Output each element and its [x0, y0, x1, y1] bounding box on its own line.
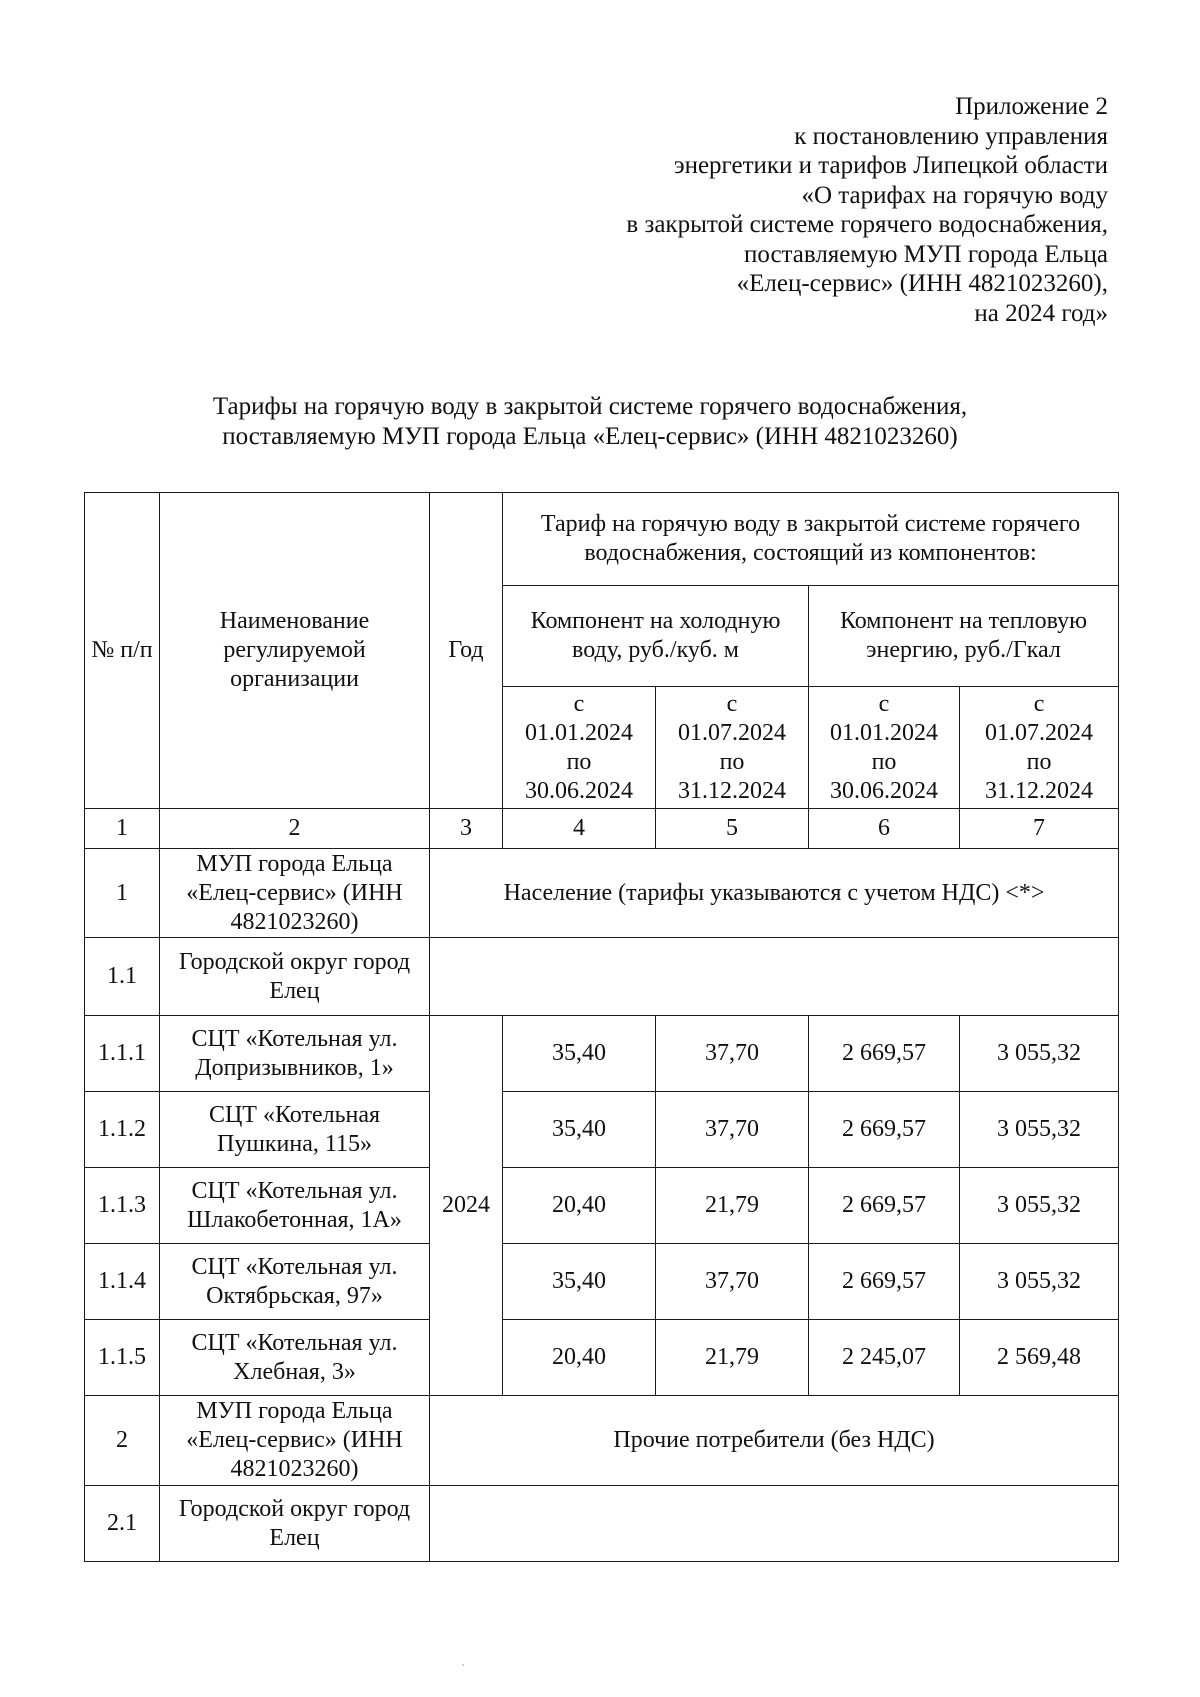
section-row: [85, 1396, 1119, 1486]
row-number: 1.1.4: [85, 1244, 160, 1320]
document-title: [90, 392, 1090, 452]
year-cell: 2024: [430, 1016, 503, 1396]
period-cell: [960, 687, 1119, 809]
period-po: по: [566, 748, 592, 775]
table-row: [85, 1092, 1119, 1168]
period-to: 30.06.2024: [525, 777, 633, 804]
district-row: [85, 938, 1119, 1016]
period-from: 01.07.2024: [985, 719, 1094, 746]
tariff-value: 35,40: [503, 1244, 656, 1320]
row-number: 1.1.2: [85, 1092, 160, 1168]
tariff-value: 35,40: [503, 1092, 656, 1168]
column-number: 7: [960, 809, 1119, 849]
tariff-value: 37,70: [656, 1244, 809, 1320]
period-c: с: [573, 690, 585, 717]
scan-speck: [462, 1664, 464, 1666]
header-cold-component: Компонент на холодную воду, руб./куб. м: [503, 586, 809, 687]
tariff-value: 2 669,57: [809, 1016, 960, 1092]
tariff-value: 20,40: [503, 1320, 656, 1396]
appendix-line: в закрытой системе горячего водоснабжения,: [626, 211, 1108, 238]
period-c: с: [878, 690, 890, 717]
period-cell: [809, 687, 960, 809]
table-row: [85, 1168, 1119, 1244]
tariff-value: 21,79: [656, 1320, 809, 1396]
appendix-line: поставляемую МУП города Ельца: [743, 240, 1108, 268]
tariff-value: 2 669,57: [809, 1244, 960, 1320]
tariff-value: 35,40: [503, 1016, 656, 1092]
row-number: 1.1.5: [85, 1320, 160, 1396]
row-number: 1.1.3: [85, 1168, 160, 1244]
tariff-value: 21,79: [656, 1168, 809, 1244]
period-to: 31.12.2024: [678, 777, 786, 804]
column-number: 5: [656, 809, 809, 849]
tariff-value: 20,40: [503, 1168, 656, 1244]
appendix-line: «О тарифах на горячую воду: [801, 181, 1108, 209]
header-row: [85, 493, 1119, 586]
tariff-table: [84, 492, 1119, 1562]
header-org: Наименование регулируемой организации: [160, 493, 430, 809]
period-to: 30.06.2024: [830, 777, 938, 804]
appendix-line: «Елец-сервис» (ИНН 4821023260),: [736, 270, 1108, 297]
consumer-group-note: Население (тарифы указываются с учетом НДС) <*>: [430, 849, 1119, 938]
heat-system-name: СЦТ «Котельная Пушкина, 115»: [160, 1092, 430, 1168]
table-row: [85, 1016, 1119, 1092]
district-name: Городской округ город Елец: [160, 938, 430, 1016]
period-po: по: [1026, 748, 1052, 775]
heat-system-name: СЦТ «Котельная ул. Допризывников, 1»: [160, 1016, 430, 1092]
header-tariff: Тариф на горячую воду в закрытой системе горячего водоснабжения, состоящий из компонентов:: [503, 493, 1119, 586]
column-numbers-row: [85, 809, 1119, 849]
period-from: 01.07.2024: [678, 719, 786, 746]
period-to: 31.12.2024: [985, 777, 1094, 804]
row-number: 1: [85, 849, 160, 938]
column-number: 3: [430, 809, 503, 849]
tariff-value: 37,70: [656, 1016, 809, 1092]
tariff-value: 2 669,57: [809, 1092, 960, 1168]
row-number: 1.1: [85, 938, 160, 1016]
tariff-value: 2 669,57: [809, 1168, 960, 1244]
period-cell: [656, 687, 809, 809]
row-number: 1.1.1: [85, 1016, 160, 1092]
period-cell: [503, 687, 656, 809]
row-number: 2.1: [85, 1486, 160, 1562]
appendix-header: [388, 92, 1108, 328]
heat-system-name: СЦТ «Котельная ул. Шлакобетонная, 1А»: [160, 1168, 430, 1244]
tariff-value: 3 055,32: [960, 1244, 1119, 1320]
district-row: [85, 1486, 1119, 1562]
title-line: Тарифы на горячую воду в закрытой системе горячего водоснабжения,: [212, 393, 968, 420]
organization-name: МУП города Ельца «Елец-сервис» (ИНН 4821023260): [160, 849, 430, 938]
title-line: поставляемую МУП города Ельца «Елец-сервис» (ИНН 4821023260): [222, 423, 958, 450]
consumer-group-note: Прочие потребители (без НДС): [430, 1396, 1119, 1486]
tariff-value: 3 055,32: [960, 1168, 1119, 1244]
row-number: 2: [85, 1396, 160, 1486]
period-po: по: [871, 748, 897, 775]
period-from: 01.01.2024: [830, 719, 938, 746]
table-row: [85, 1320, 1119, 1396]
empty-cell: [430, 1486, 1119, 1562]
appendix-line: на 2024 год»: [974, 299, 1108, 327]
tariff-value: 37,70: [656, 1092, 809, 1168]
tariff-value: 2 569,48: [960, 1320, 1119, 1396]
header-year: Год: [430, 493, 503, 809]
tariff-value: 3 055,32: [960, 1016, 1119, 1092]
heat-system-name: СЦТ «Котельная ул. Хлебная, 3»: [160, 1320, 430, 1396]
district-name: Городской округ город Елец: [160, 1486, 430, 1562]
period-po: по: [719, 748, 745, 775]
header-num: № п/п: [85, 493, 160, 809]
header-heat-component: Компонент на тепловую энергию, руб./Гкал: [809, 586, 1119, 687]
column-number: 6: [809, 809, 960, 849]
period-c: с: [1033, 690, 1045, 717]
appendix-line: Приложение 2: [955, 93, 1108, 120]
column-number: 2: [160, 809, 430, 849]
empty-cell: [430, 938, 1119, 1016]
heat-system-name: СЦТ «Котельная ул. Октябрьская, 97»: [160, 1244, 430, 1320]
appendix-line: к постановлению управления: [794, 122, 1108, 150]
section-row: [85, 849, 1119, 938]
period-from: 01.01.2024: [525, 719, 633, 746]
period-c: с: [726, 690, 738, 717]
organization-name: МУП города Ельца «Елец-сервис» (ИНН 4821023260): [160, 1396, 430, 1486]
tariff-value: 3 055,32: [960, 1092, 1119, 1168]
column-number: 1: [85, 809, 160, 849]
table-row: [85, 1244, 1119, 1320]
column-number: 4: [503, 809, 656, 849]
tariff-value: 2 245,07: [809, 1320, 960, 1396]
appendix-line: энергетики и тарифов Липецкой области: [673, 152, 1108, 179]
